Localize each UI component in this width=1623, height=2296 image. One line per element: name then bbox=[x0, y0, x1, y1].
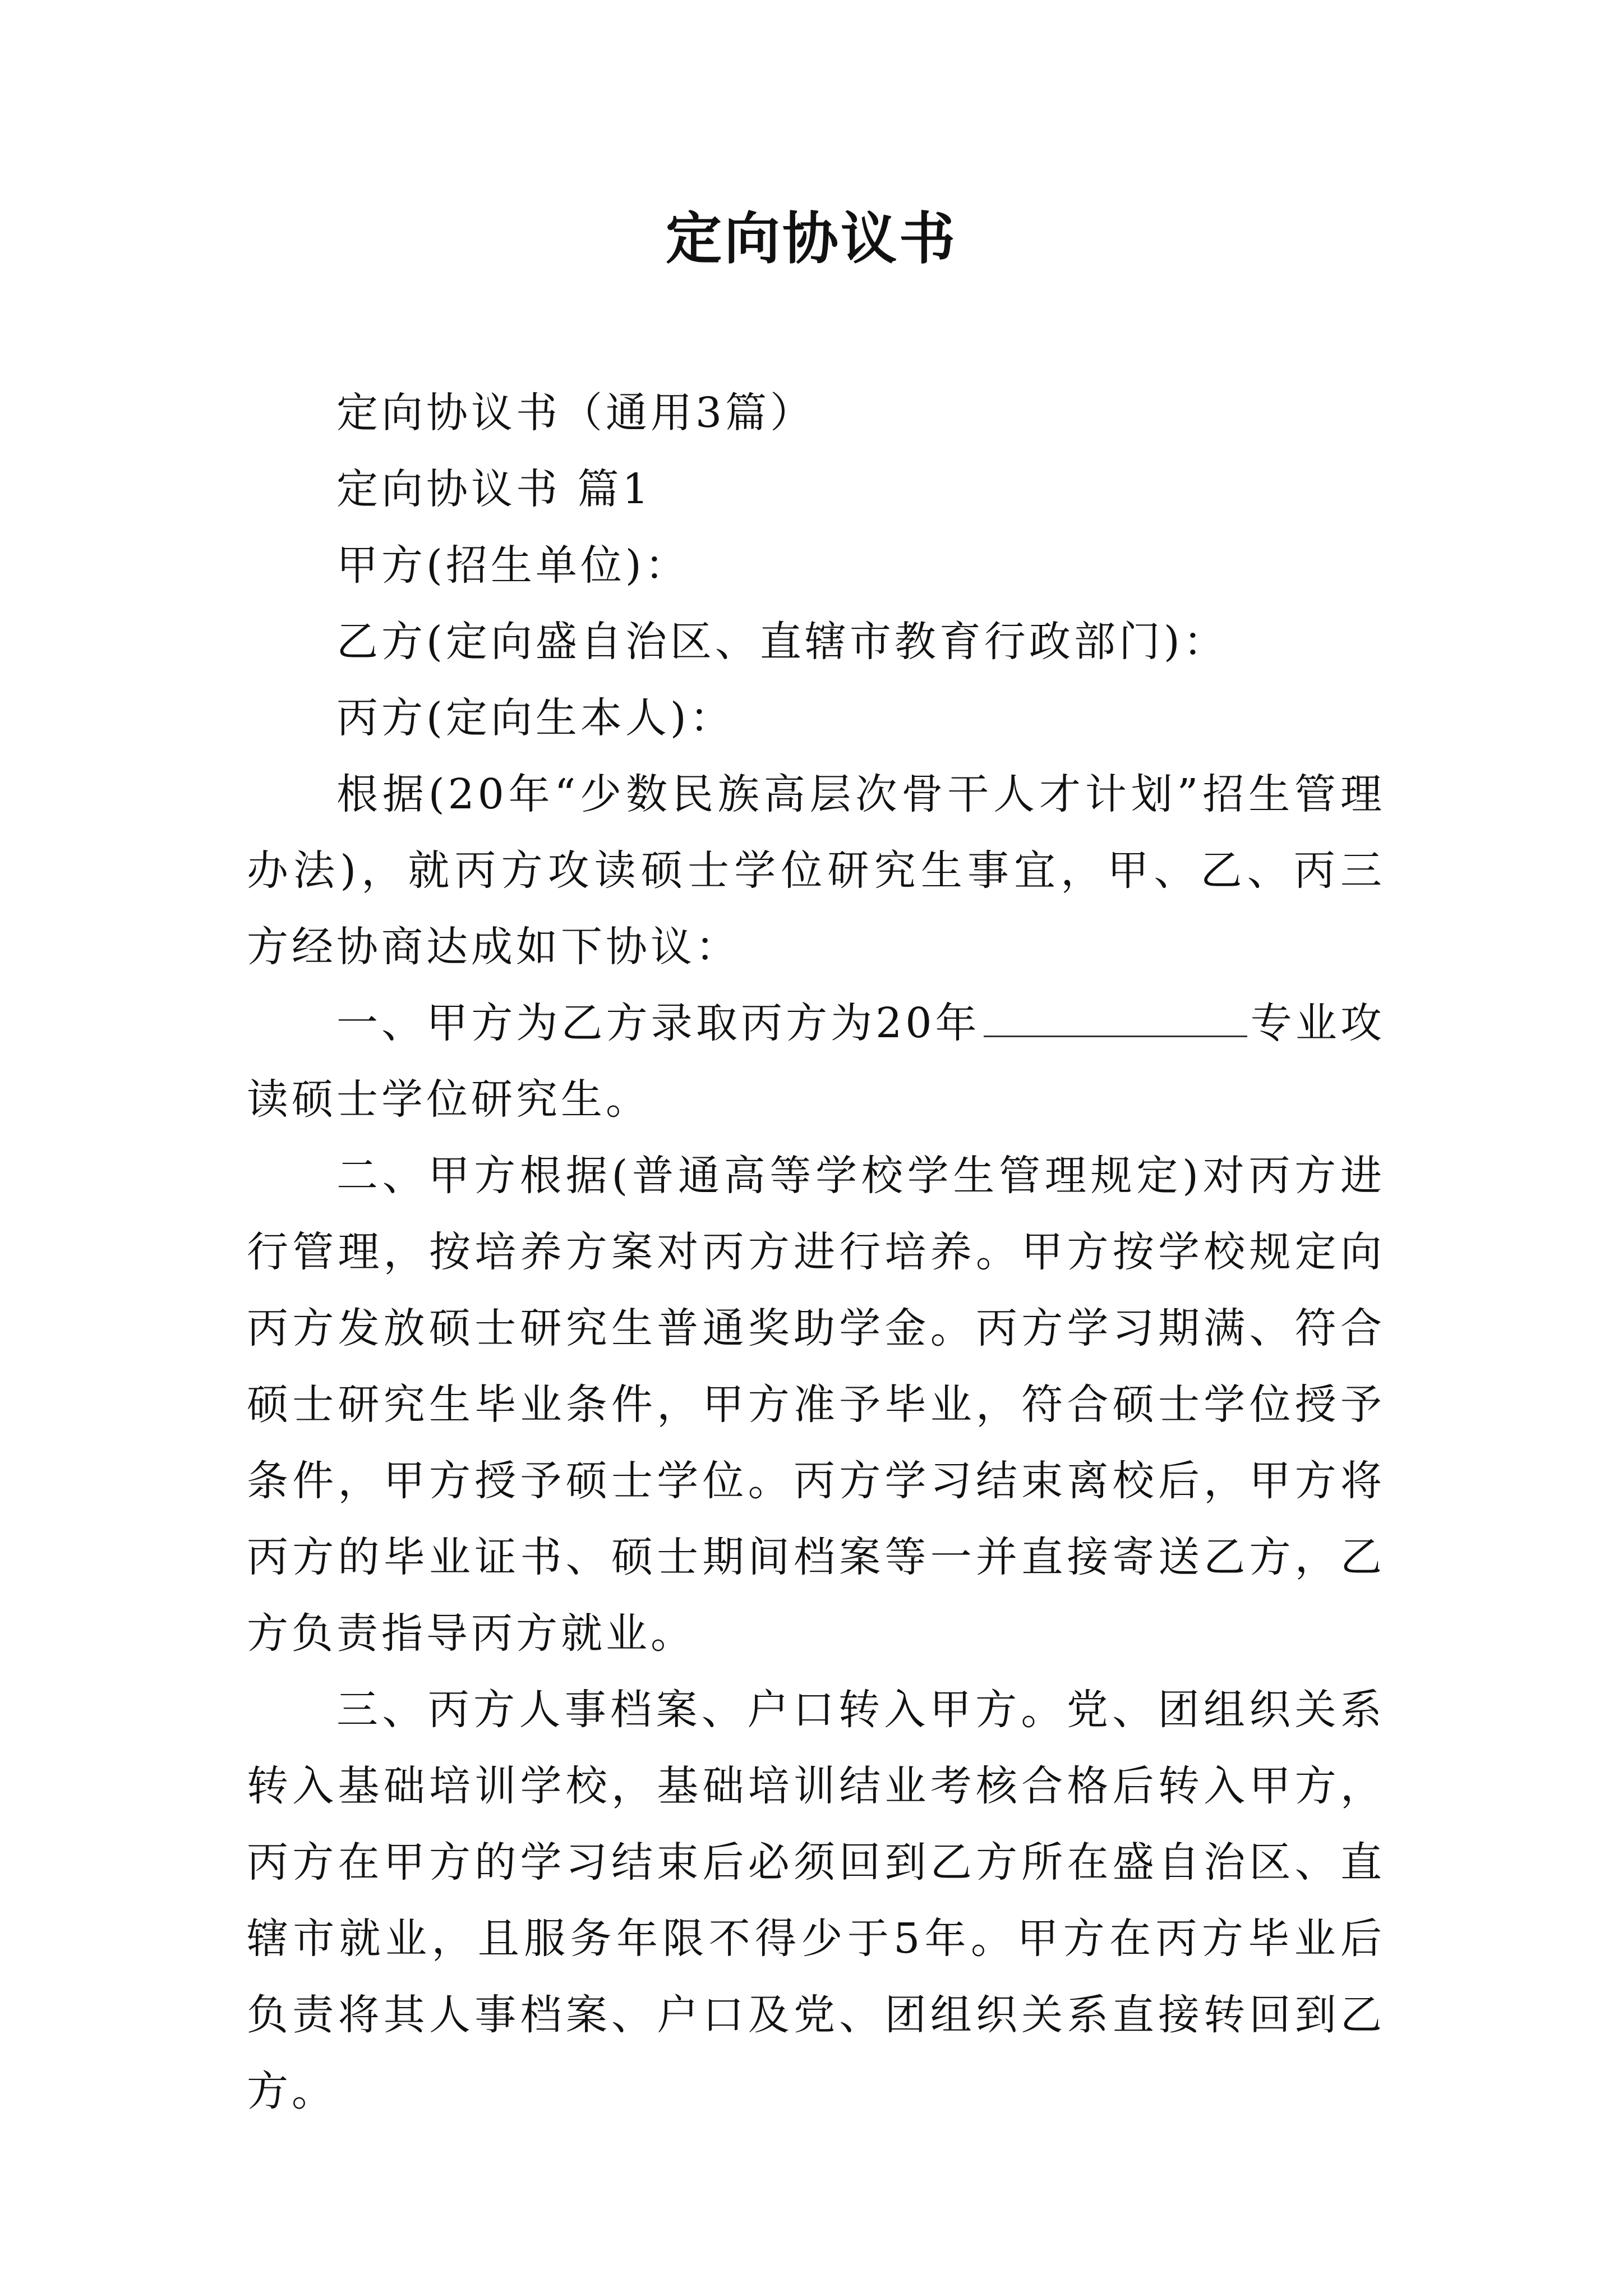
clause-3-paragraph: 三、丙方人事档案、户口转入甲方。党、团组织关系转入基础培训学校，基础培训结业考核合格后转入甲方，丙方在甲方的学习结束后必须回到乙方所在盛自治区、直辖市就业，且服务年限不得少于5年。甲方在丙方毕业后负责将其人事档案、户口及党、团组织关系直接转回到乙方。 bbox=[247, 1686, 1385, 2115]
clause-1-text-start: 一、甲方为乙方录取丙方为20年 bbox=[336, 999, 980, 1047]
major-blank-line bbox=[984, 1002, 1247, 1037]
clause-1-paragraph bbox=[247, 985, 1385, 1138]
intro-paragraph: 根据(20年“少数民族高层次骨干人才计划”招生管理办法)，就丙方攻读硕士学位研究生事宜，甲、乙、丙三方经协商达成如下协议： bbox=[247, 770, 1385, 971]
clause-1-text-end: 专业攻读硕士学位研究生。 bbox=[247, 999, 1385, 1124]
party-a-line: 甲方(招生单位)： bbox=[336, 541, 690, 590]
document-body bbox=[247, 375, 1385, 2129]
section-heading: 定向协议书 篇1 bbox=[336, 465, 652, 513]
party-c-line: 丙方(定向生本人)： bbox=[336, 694, 735, 742]
document-subtitle: 定向协议书（通用3篇） bbox=[336, 389, 815, 437]
clause-2-paragraph: 二、甲方根据(普通高等学校学生管理规定)对丙方进行管理，按培养方案对丙方进行培养。甲方按学校规定向丙方发放硕士研究生普通奖助学金。丙方学习期满、符合硕士研究生毕业条件，甲方准予毕业，符合硕士学位授予条件，甲方授予硕士学位。丙方学习结束离校后，甲方将丙方的毕业证书、硕士期间档案等一并直接寄送乙方，乙方负责指导丙方就业。 bbox=[247, 1152, 1385, 1658]
document-title: 定向协议书 bbox=[666, 205, 957, 272]
party-b-line: 乙方(定向盛自治区、直辖市教育行政部门)： bbox=[336, 618, 1228, 666]
